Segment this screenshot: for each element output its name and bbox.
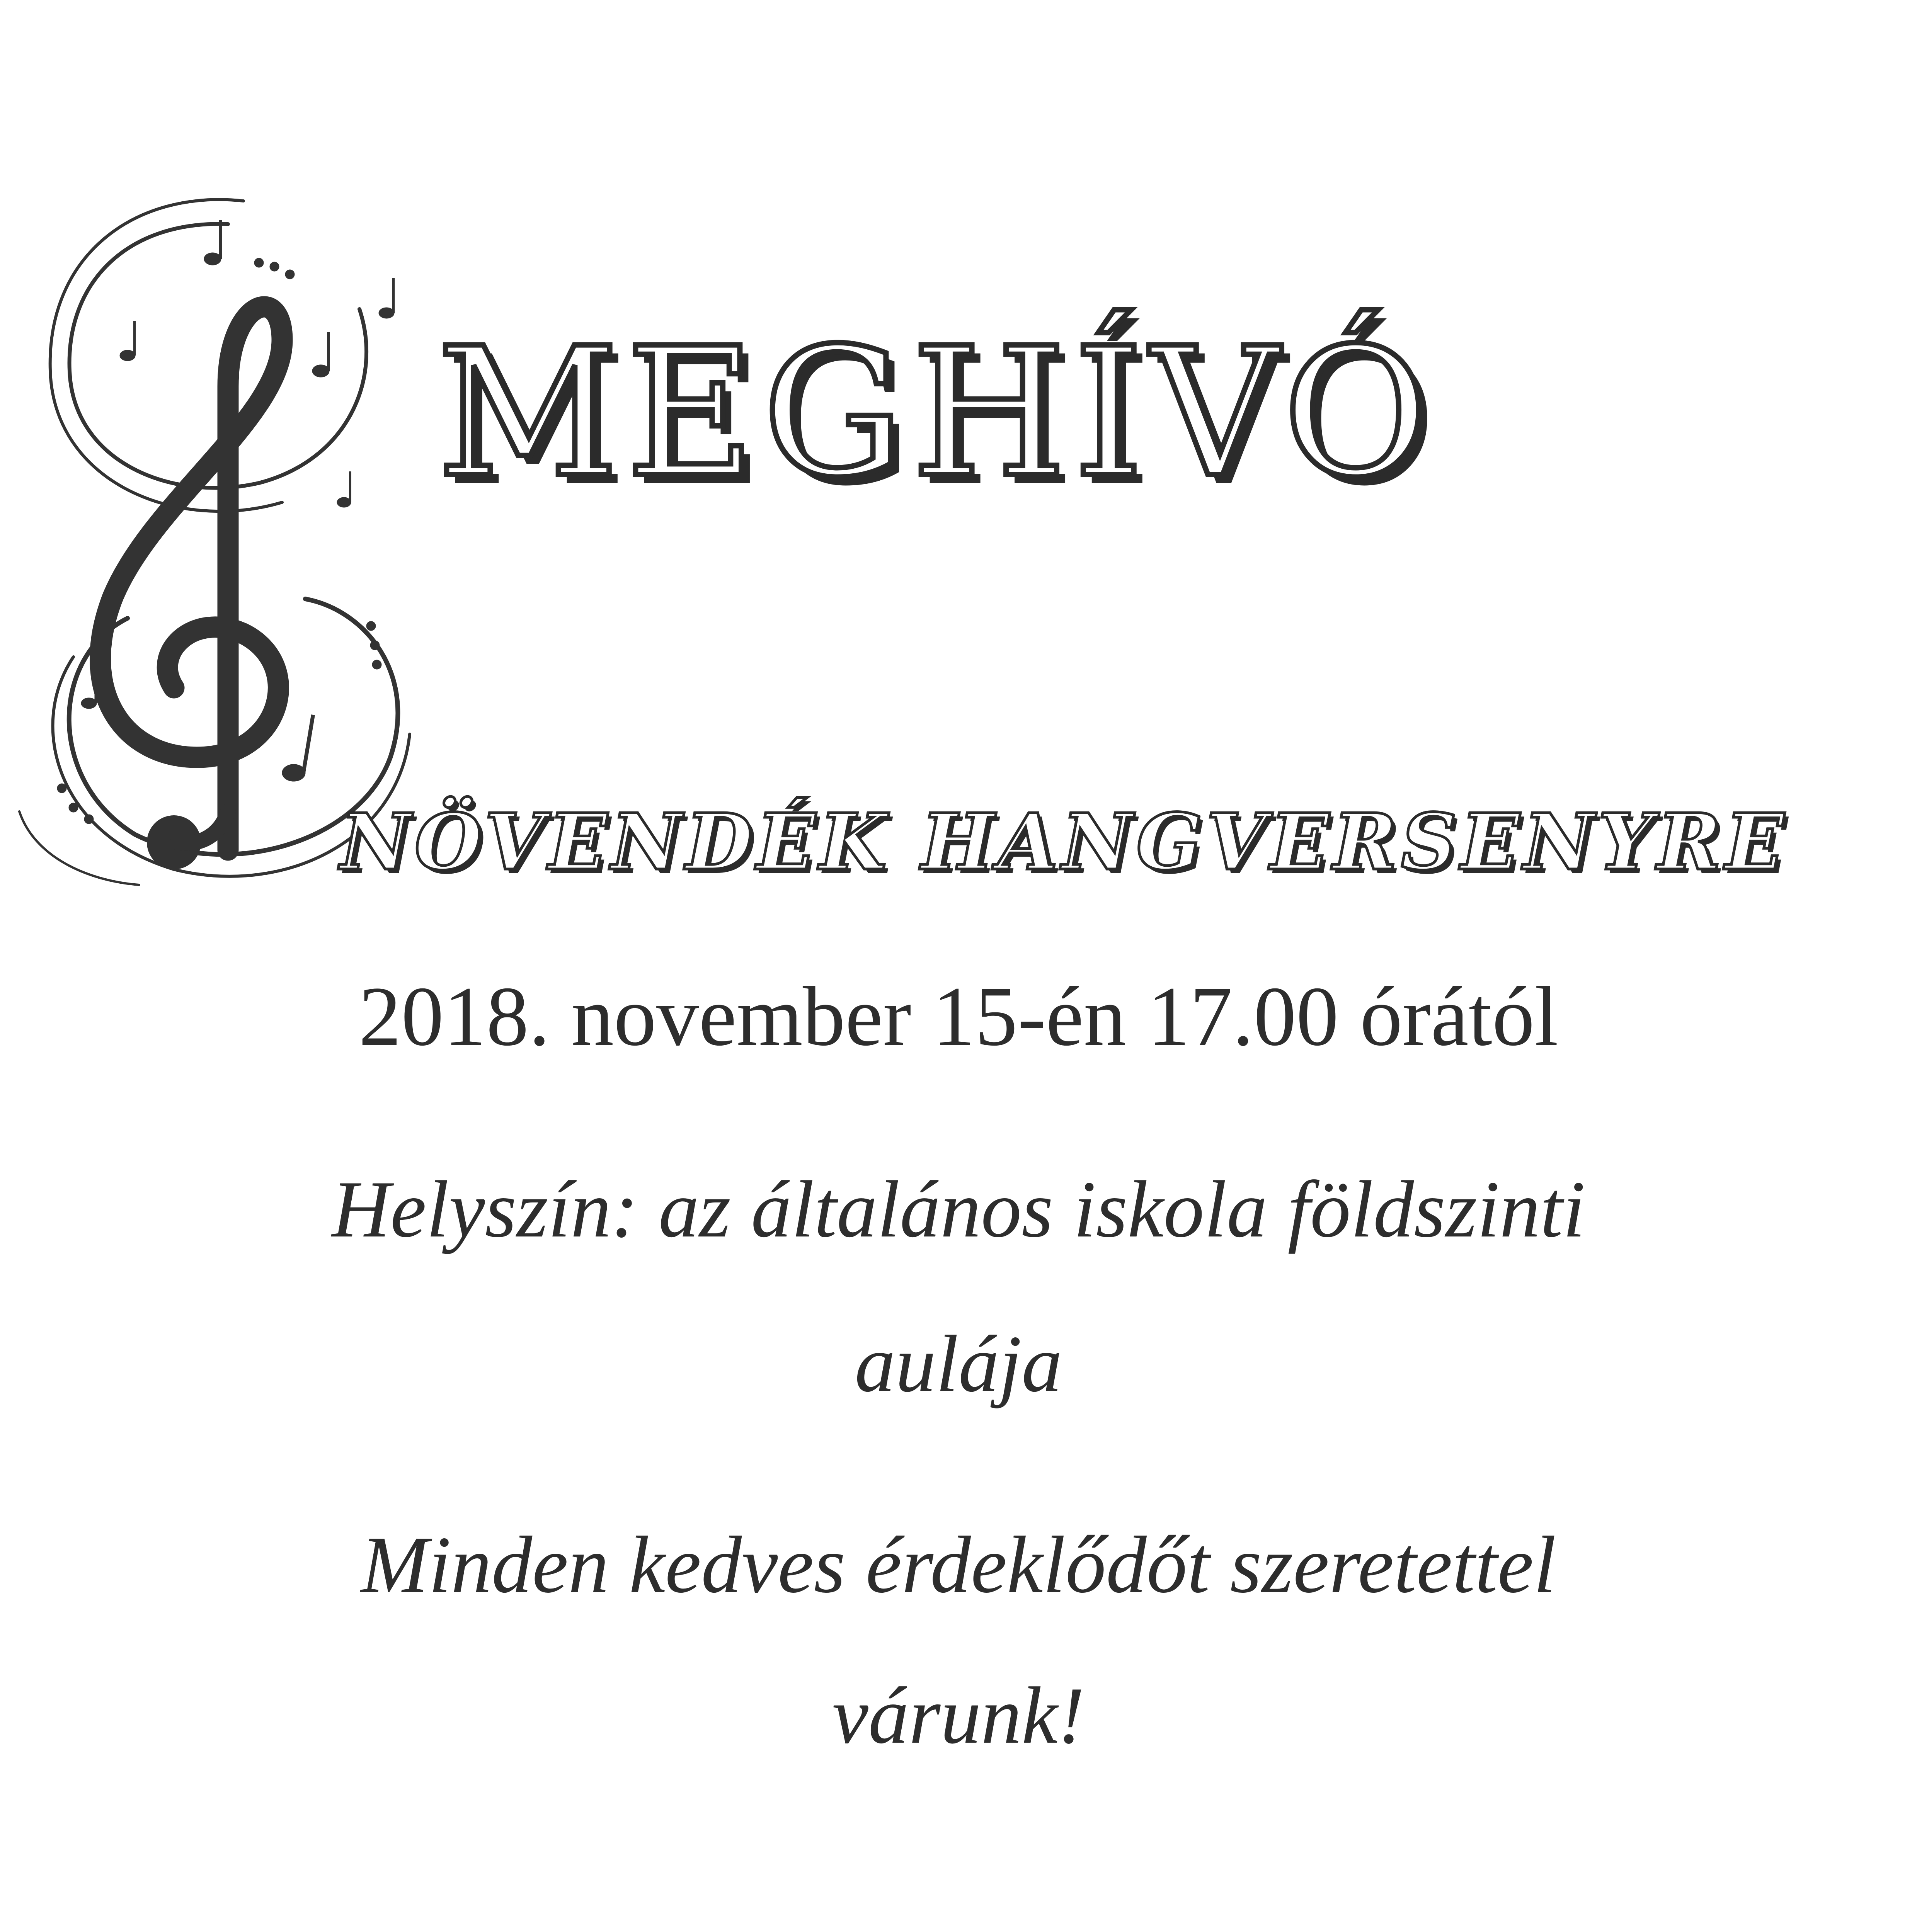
page-title: MEGHÍVÓ [437,310,1436,517]
event-date: 2018. november 15-én 17.00 órától [359,969,1558,1063]
event-subtitle: NÖVENDÉK HANGVERSENYRE [340,797,1788,888]
closing-line-1: Minden kedves érdeklődőt szeretettel [361,1520,1556,1610]
closing-line-2: várunk! [832,1671,1085,1760]
treble-clef-swirl-icon [12,155,456,889]
location-line-2: aulája [855,1319,1062,1409]
location-line-1: Helyszín: az általános iskola földszinti [332,1165,1585,1254]
